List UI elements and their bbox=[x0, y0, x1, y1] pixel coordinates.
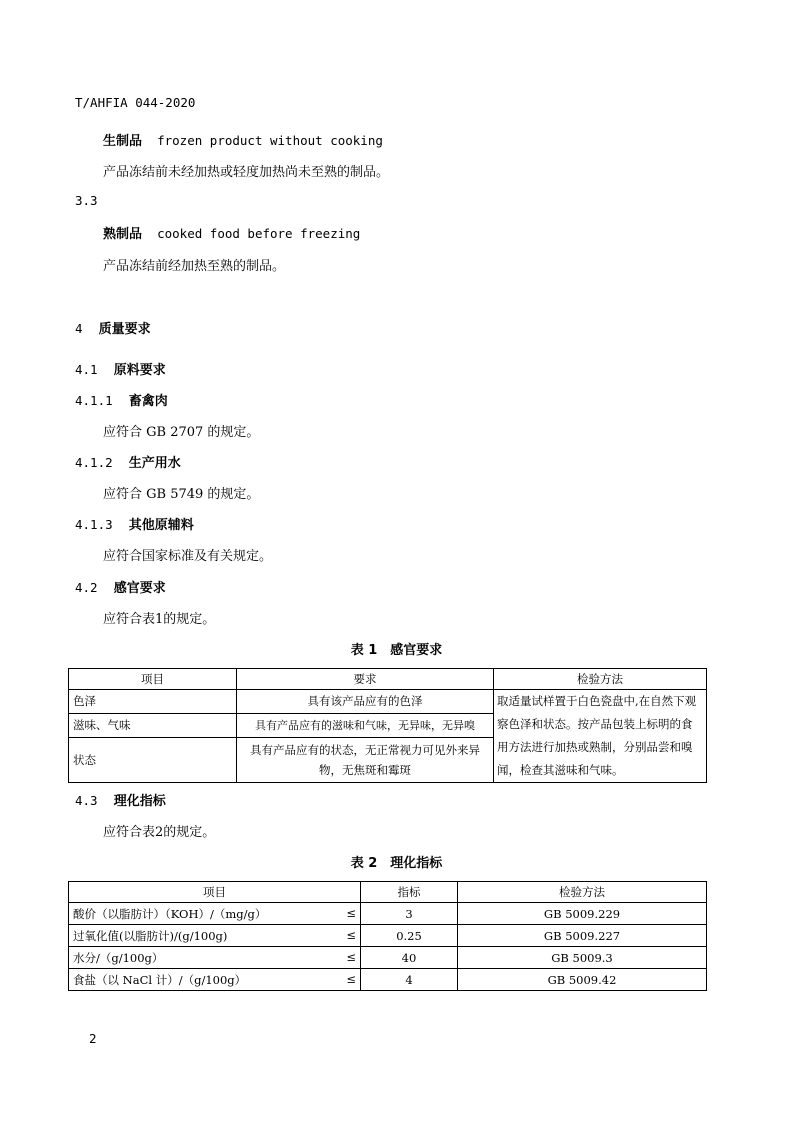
table2-caption: 表 2 理化指标 bbox=[350, 856, 443, 871]
term-cooked: 熟制品 bbox=[103, 227, 143, 242]
method-cell: GB 5009.3 bbox=[458, 947, 707, 969]
column-header: 检验方法 bbox=[458, 882, 707, 903]
comparison-operator: ≤ bbox=[346, 971, 356, 986]
section-number: 4.1.1 bbox=[75, 393, 113, 408]
item-cell: 滋味、气味 bbox=[69, 713, 237, 737]
comparison-operator: ≤ bbox=[346, 927, 356, 942]
section-4-3-heading bbox=[75, 790, 166, 809]
section-title: 其他原辅料 bbox=[128, 518, 194, 533]
item-cell bbox=[69, 925, 361, 947]
section-4-3-text: 应符合表2的规定。 bbox=[103, 825, 216, 840]
definition-raw bbox=[103, 130, 383, 149]
section-number: 4.1.2 bbox=[75, 455, 113, 470]
method-cell: GB 5009.229 bbox=[458, 903, 707, 925]
standard-code: T/AHFIA 044-2020 bbox=[75, 95, 196, 110]
method-cell: 取适量试样置于白色瓷盘中,在自然下观察色泽和状态。按产品包装上标明的食用方法进行加热或熟制，分别品尝和嗅闻，检查其滋味和气味。 bbox=[494, 690, 707, 783]
item-cell: 状态 bbox=[69, 737, 237, 782]
column-header: 要求 bbox=[237, 669, 494, 690]
item-cell: 色泽 bbox=[69, 690, 237, 714]
column-header: 检验方法 bbox=[494, 669, 707, 690]
section-number: 4.1 bbox=[75, 362, 98, 377]
table-row bbox=[69, 947, 707, 969]
column-header: 项目 bbox=[69, 669, 237, 690]
section-4-1-3-text: 应符合国家标准及有关规定。 bbox=[103, 549, 273, 564]
requirement-cell: 具有产品应有的状态，无正常视力可见外来异物，无焦斑和霉斑 bbox=[237, 737, 494, 782]
section-4-heading bbox=[75, 318, 151, 337]
section-4-1-1-text: 应符合 GB 2707 的规定。 bbox=[103, 425, 260, 440]
value-cell: 4 bbox=[361, 969, 458, 991]
section-number: 4.3 bbox=[75, 793, 98, 808]
section-4-1-2-text: 应符合 GB 5749 的规定。 bbox=[103, 487, 260, 502]
item-label: 水分/（g/100g） bbox=[73, 950, 164, 965]
section-4-2-text: 应符合表1的规定。 bbox=[103, 612, 216, 627]
section-4-1-2-heading bbox=[75, 452, 181, 471]
method-cell: GB 5009.42 bbox=[458, 969, 707, 991]
requirement-cell: 具有产品应有的滋味和气味，无异味，无异嗅 bbox=[237, 713, 494, 737]
section-title: 生产用水 bbox=[128, 456, 181, 471]
item-label: 过氧化值(以脂肪计)/(g/100g) bbox=[73, 928, 228, 943]
section-title: 感官要求 bbox=[113, 581, 166, 596]
section-title: 理化指标 bbox=[113, 794, 166, 809]
item-cell bbox=[69, 947, 361, 969]
table1-caption: 表 1 感官要求 bbox=[350, 643, 443, 658]
table-sensory-requirements bbox=[68, 668, 707, 783]
item-cell bbox=[69, 903, 361, 925]
term-raw-english: frozen product without cooking bbox=[157, 133, 383, 148]
section-title: 畜禽肉 bbox=[128, 394, 168, 409]
item-cell bbox=[69, 969, 361, 991]
method-cell: GB 5009.227 bbox=[458, 925, 707, 947]
section-number: 4 bbox=[75, 321, 83, 336]
requirement-cell: 具有该产品应有的色泽 bbox=[237, 690, 494, 714]
section-4-1-heading bbox=[75, 359, 166, 378]
column-header: 项目 bbox=[69, 882, 361, 903]
table-row bbox=[69, 925, 707, 947]
section-number: 4.2 bbox=[75, 580, 98, 595]
table-header-row bbox=[69, 669, 707, 690]
table-row bbox=[69, 903, 707, 925]
section-number: 4.1.3 bbox=[75, 517, 113, 532]
section-4-1-3-heading bbox=[75, 514, 194, 533]
table-physicochemical-indicators bbox=[68, 881, 707, 991]
column-header: 指标 bbox=[361, 882, 458, 903]
definition-cooked bbox=[103, 223, 360, 242]
table-row bbox=[69, 969, 707, 991]
page-number: 2 bbox=[89, 1031, 97, 1046]
section-4-2-heading bbox=[75, 577, 166, 596]
term-cooked-english: cooked food before freezing bbox=[157, 226, 361, 241]
clause-number-3-3: 3.3 bbox=[75, 193, 98, 208]
section-title: 原料要求 bbox=[113, 363, 166, 378]
table-header-row bbox=[69, 882, 707, 903]
definition-raw-text: 产品冻结前未经加热或轻度加热尚未至熟的制品。 bbox=[103, 165, 390, 180]
section-4-1-1-heading bbox=[75, 390, 168, 409]
value-cell: 0.25 bbox=[361, 925, 458, 947]
definition-cooked-text: 产品冻结前经加热至熟的制品。 bbox=[103, 259, 286, 274]
term-raw: 生制品 bbox=[103, 134, 143, 149]
table-row bbox=[69, 690, 707, 714]
comparison-operator: ≤ bbox=[346, 905, 356, 920]
comparison-operator: ≤ bbox=[346, 949, 356, 964]
value-cell: 40 bbox=[361, 947, 458, 969]
item-label: 食盐（以 NaCl 计）/（g/100g） bbox=[73, 972, 247, 987]
item-label: 酸价（以脂肪计）（KOH）/（mg/g） bbox=[73, 906, 267, 921]
section-title: 质量要求 bbox=[98, 322, 151, 337]
value-cell: 3 bbox=[361, 903, 458, 925]
